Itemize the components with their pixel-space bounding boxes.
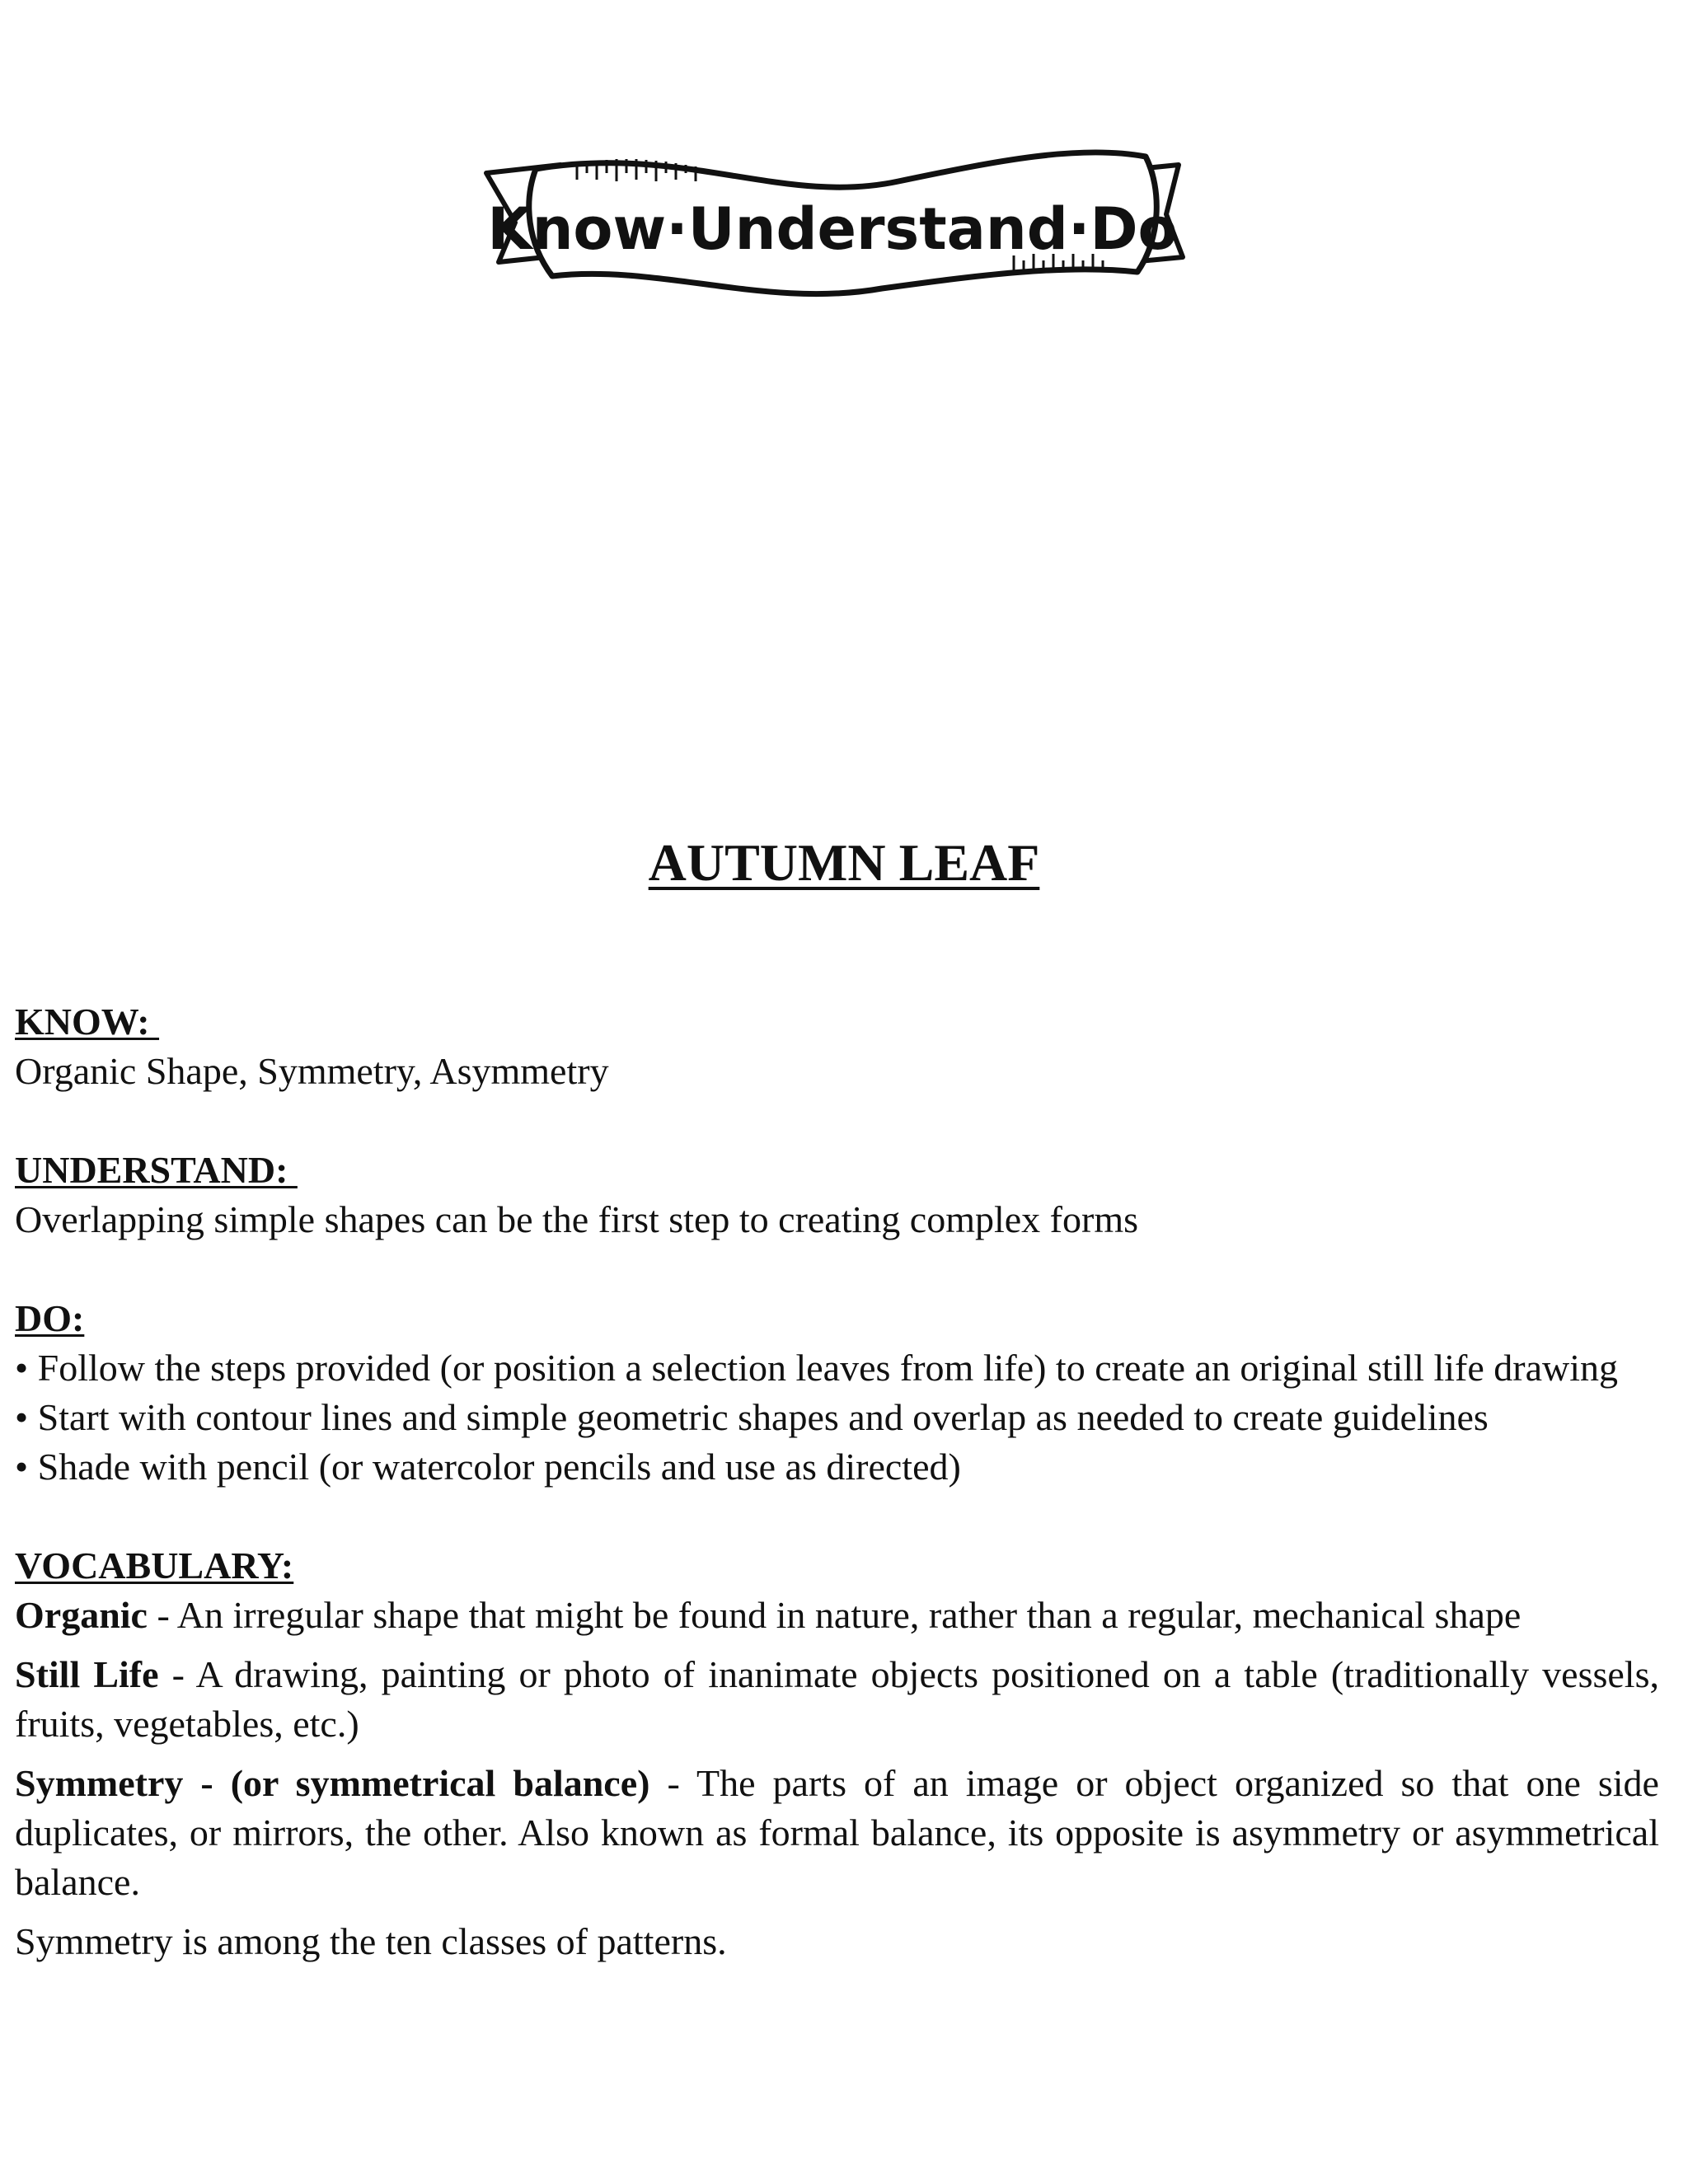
banner-text: Know·Understand·Do bbox=[487, 195, 1178, 263]
vocab-entry-organic bbox=[15, 1591, 1659, 1640]
understand-section bbox=[15, 1146, 1659, 1244]
do-item: • Start with contour lines and simple geometric shapes and overlap as needed to create guidelines bbox=[15, 1396, 1489, 1438]
vocab-entry-symmetry bbox=[15, 1759, 1659, 1907]
document-body bbox=[15, 997, 1659, 1966]
vocab-term: Still Life bbox=[15, 1653, 159, 1695]
know-understand-do-banner bbox=[437, 66, 1228, 330]
vocab-term: Organic bbox=[15, 1594, 148, 1636]
vocabulary-section bbox=[15, 1541, 1659, 1966]
do-heading: DO: bbox=[15, 1297, 85, 1339]
understand-heading: UNDERSTAND: bbox=[15, 1149, 298, 1191]
know-heading: KNOW: bbox=[15, 1001, 160, 1043]
vocab-note: Symmetry is among the ten classes of patterns. bbox=[15, 1920, 727, 1962]
vocab-definition: - The parts of an image or object organized so that one side duplicates, or mirrors, the other. Also known as formal balance, its opposite is asymmetry or asymmetrical balance. bbox=[15, 1762, 1659, 1903]
vocab-entry-still-life bbox=[15, 1650, 1659, 1749]
vocab-term: Symmetry - (or symmetrical balance) bbox=[15, 1762, 650, 1804]
know-text: Organic Shape, Symmetry, Asymmetry bbox=[15, 1050, 609, 1092]
understand-text: Overlapping simple shapes can be the first step to creating complex forms bbox=[15, 1198, 1138, 1240]
do-item: • Shade with pencil (or watercolor pencils and use as directed) bbox=[15, 1446, 961, 1488]
vocabulary-heading: VOCABULARY: bbox=[15, 1544, 294, 1586]
vocab-definition: - An irregular shape that might be found in nature, rather than a regular, mechanical shape bbox=[147, 1594, 1522, 1636]
do-item: • Follow the steps provided (or position a selection leaves from life) to create an original still life drawing bbox=[15, 1347, 1619, 1389]
do-section bbox=[15, 1294, 1659, 1492]
vocab-definition: - A drawing, painting or photo of inanimate objects positioned on a table (traditionally vessels, fruits, vegetables, etc.) bbox=[15, 1653, 1659, 1745]
page-title: AUTUMN LEAF bbox=[648, 833, 1040, 892]
ribbon-banner-icon bbox=[437, 66, 1228, 330]
know-section bbox=[15, 997, 1659, 1096]
